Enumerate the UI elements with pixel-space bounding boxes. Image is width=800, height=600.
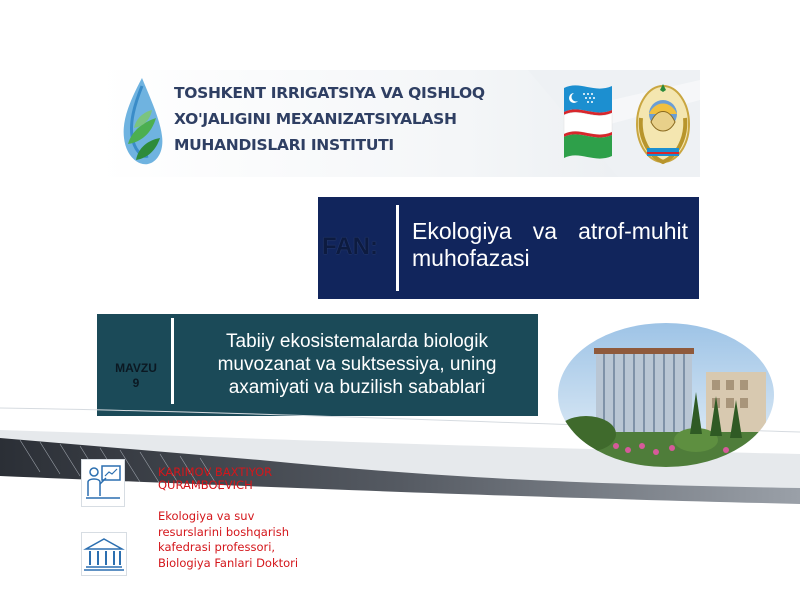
header-banner (98, 70, 700, 177)
state-emblem-icon (633, 78, 693, 168)
author-name: KARIMOV BAXTIYOR QURAMBOEVICH (158, 465, 273, 492)
author-info (158, 466, 318, 571)
institute-name-line-2: XO'JALIGINI MEXANIZATSIYALASH (174, 110, 457, 128)
institute-name-line-1: TOSHKENT IRRIGATSIYA VA QISHLOQ (174, 84, 485, 102)
university-building-icon (81, 532, 127, 576)
subject-divider (396, 205, 399, 291)
subject-title: Ekologiya va atrof-muhit muhofazasi (412, 218, 688, 271)
water-drop-leaf-icon (118, 74, 166, 170)
topic-number: 9 (132, 376, 140, 390)
campus-photo (556, 322, 776, 468)
teacher-presentation-icon (81, 459, 125, 507)
institute-name (174, 80, 485, 158)
author-role: Ekologiya va suv resurslarini boshqarish kafedrasi professori, Biologiya Fanlari Doktori (158, 509, 299, 570)
subject-label: FAN: (322, 233, 378, 260)
topic-title: Tabiiy ekosistemalarda biologik muvozanat va suktsessiya, uning axamiyati va buzilish sabablari (217, 331, 497, 398)
institute-name-line-3: MUHANDISLARI INSTITUTI (174, 136, 394, 154)
topic-label-word: MAVZU (115, 361, 157, 375)
